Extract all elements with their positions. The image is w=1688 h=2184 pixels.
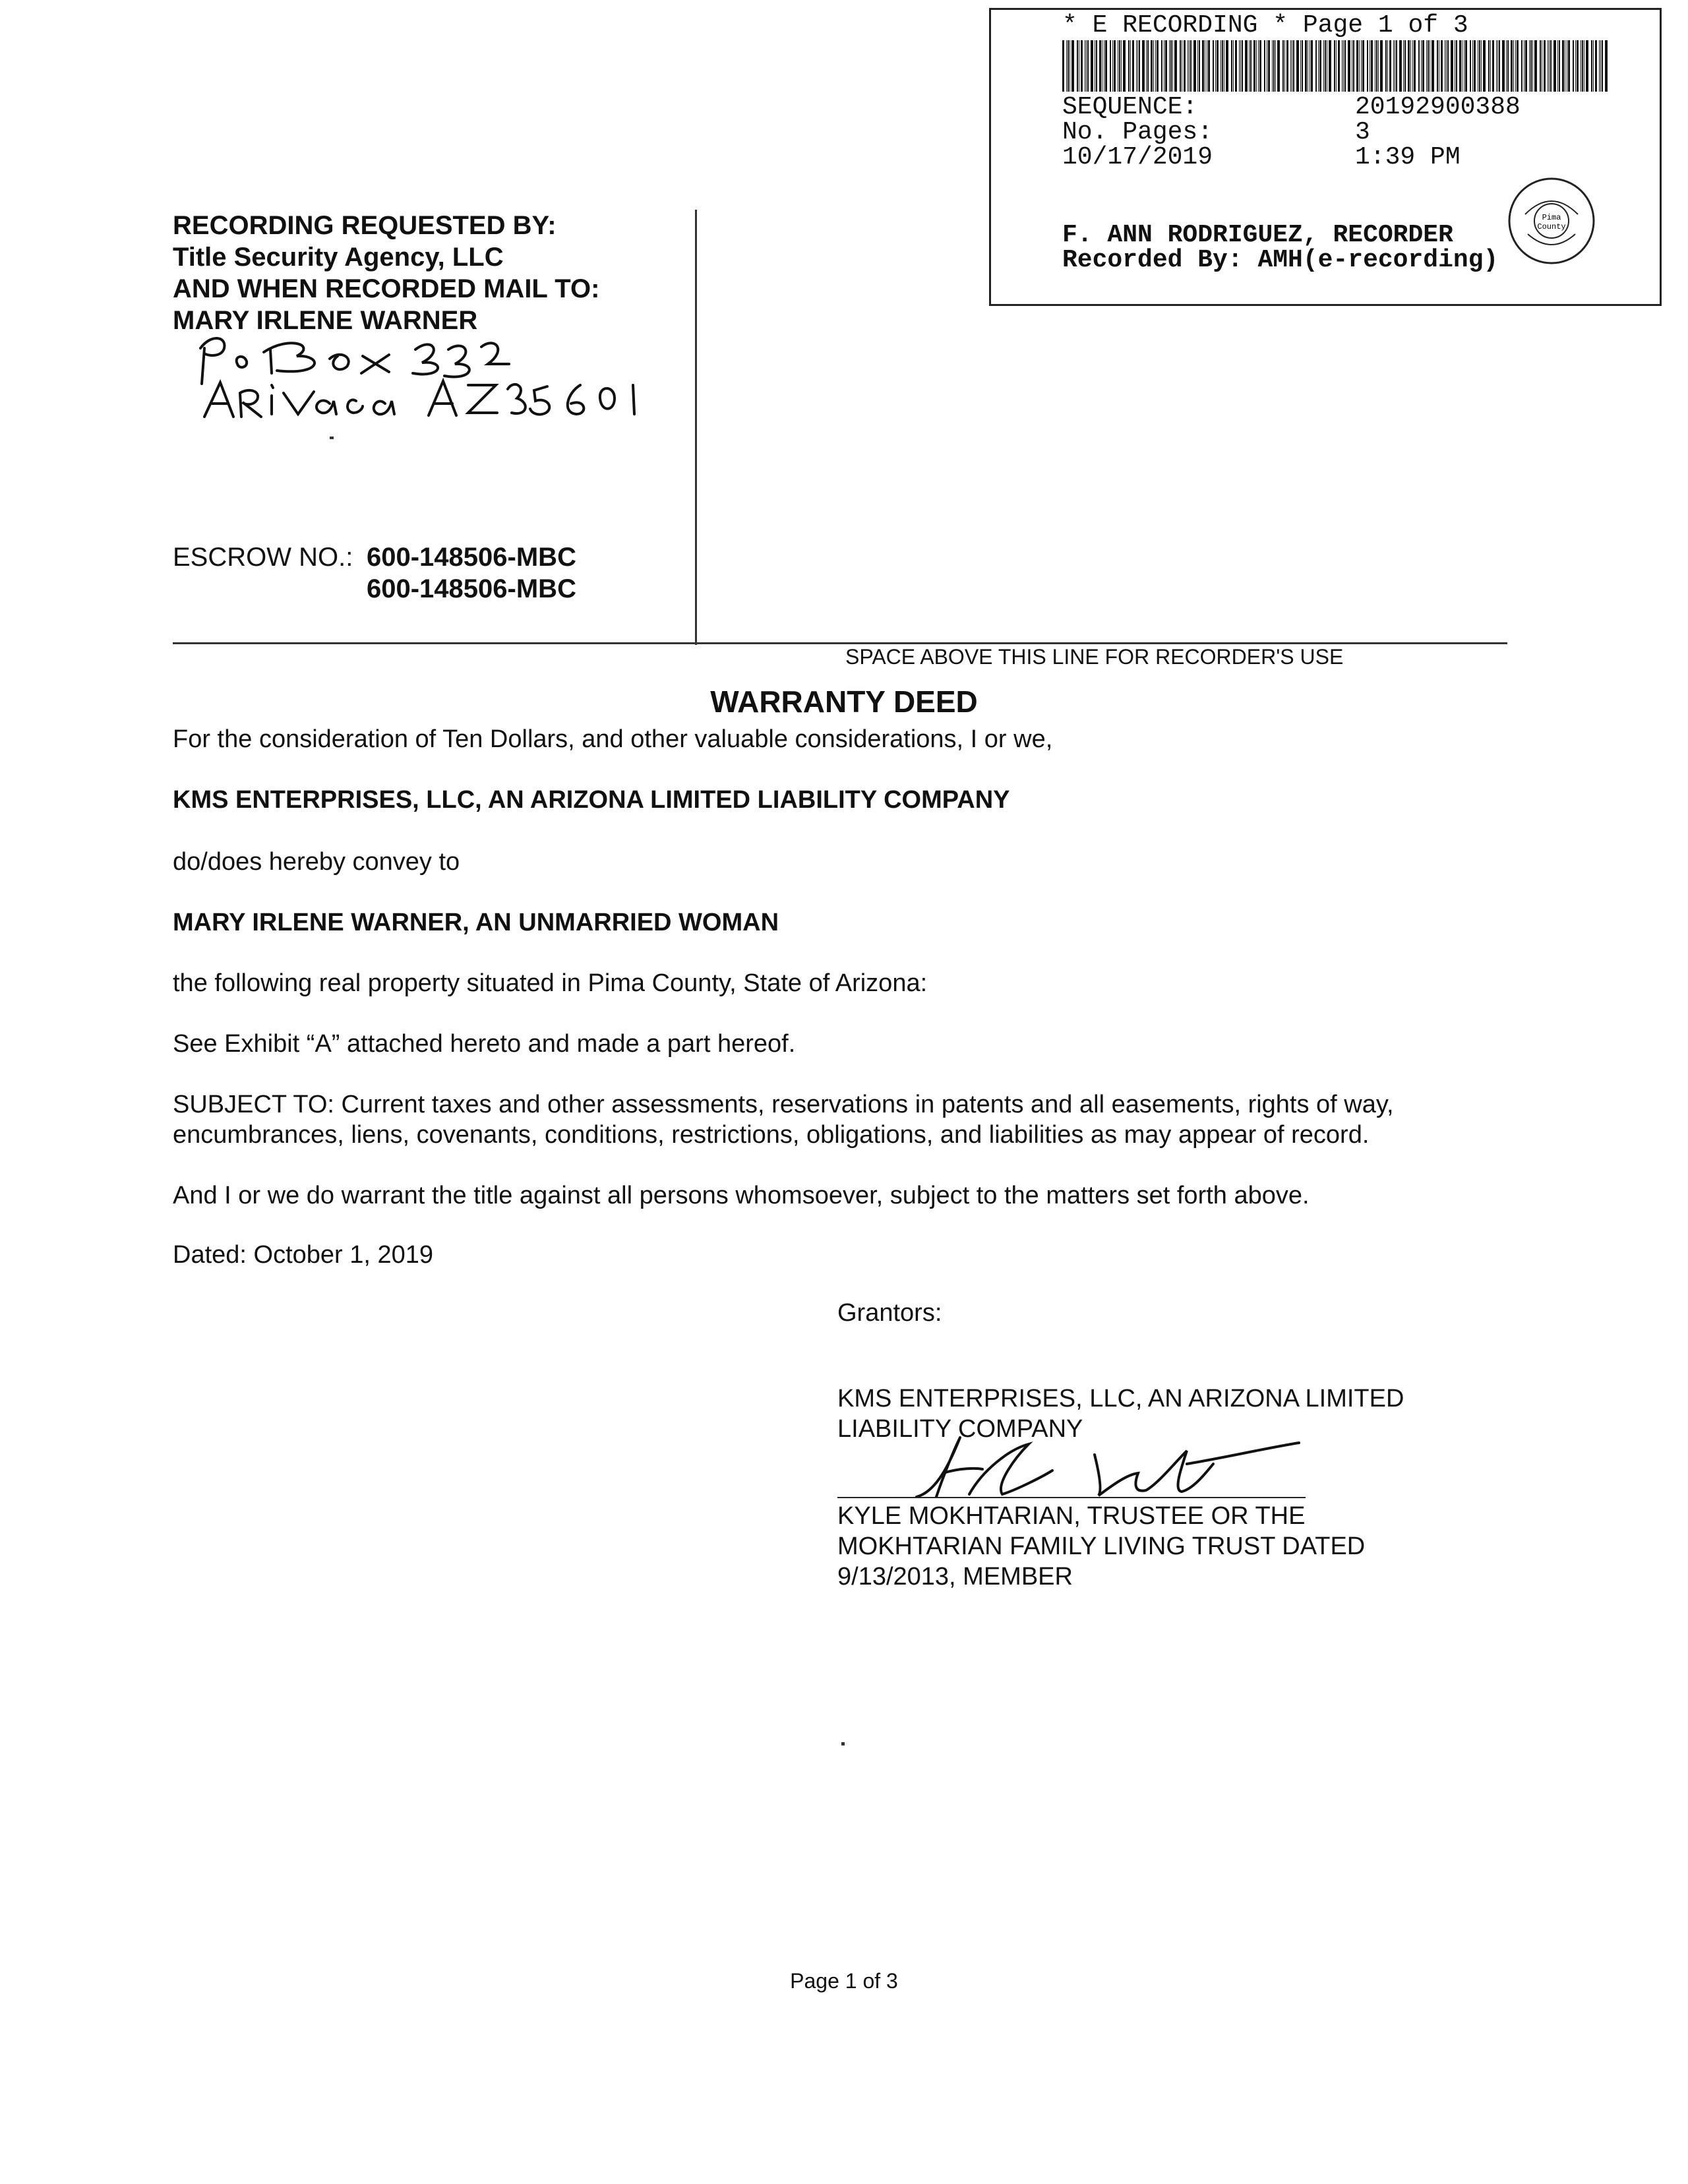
barcode-bar (1139, 40, 1140, 92)
barcode-bar (1387, 40, 1388, 92)
barcode-bar (1264, 40, 1265, 92)
mail-to-label: AND WHEN RECORDED MAIL TO: (173, 274, 600, 303)
barcode-bar (1488, 40, 1490, 92)
barcode-bar (1250, 40, 1251, 92)
barcode-bar (1136, 40, 1137, 92)
recording-stamp (989, 8, 1662, 306)
barcode-bar (1412, 40, 1413, 92)
barcode-bar (1470, 40, 1471, 92)
pages-label: No. Pages: (1062, 118, 1213, 146)
barcode-bar (1408, 40, 1410, 92)
barcode-bar (1426, 40, 1427, 92)
barcode-bar (1259, 40, 1261, 92)
barcode-bar (1318, 40, 1319, 92)
barcode-bar (1249, 40, 1250, 92)
barcode-bar (1437, 40, 1438, 92)
barcode-bar (1367, 40, 1368, 92)
barcode-bar (1502, 40, 1505, 92)
barcode-bar (1132, 40, 1134, 92)
barcode-bar (1151, 40, 1153, 92)
barcode-bar (1465, 40, 1467, 92)
grantee-name: MARY IRLENE WARNER, AN UNMARRIED WOMAN (173, 909, 779, 936)
barcode-bar (1147, 40, 1149, 92)
barcode-bar (1577, 40, 1579, 92)
page-number: Page 1 of 3 (790, 1969, 898, 1993)
barcode-bar (1582, 40, 1583, 92)
barcode-bar (1099, 40, 1101, 92)
barcode-bar (1481, 40, 1482, 92)
barcode-bar (1114, 40, 1116, 92)
signer-line-1: KYLE MOKHTARIAN, TRUSTEE OR THE (837, 1502, 1306, 1530)
barcode-bar (1334, 40, 1335, 92)
barcode-bar (1446, 40, 1447, 92)
recorder-name: F. ANN RODRIGUEZ, RECORDER (1062, 221, 1453, 249)
barcode-bar (1353, 40, 1354, 92)
barcode-bar (1447, 40, 1449, 92)
barcode-bar (1323, 40, 1324, 92)
barcode-bar (1130, 40, 1131, 92)
barcode-bar (1245, 40, 1248, 92)
barcode-bar (1189, 40, 1190, 92)
barcode-bar (1319, 40, 1321, 92)
barcode-bar (1418, 40, 1420, 92)
barcode-bar (1170, 40, 1172, 92)
barcode-bar (1451, 40, 1453, 92)
vertical-divider (695, 210, 697, 645)
record-date: 10/17/2019 (1062, 143, 1213, 171)
barcode-bar (1356, 40, 1358, 92)
barcode-bar (1410, 40, 1411, 92)
barcode-bar (1258, 40, 1259, 92)
barcode-bar (1529, 40, 1530, 92)
barcode-bar (1525, 40, 1527, 92)
record-time: 1:39 PM (1355, 143, 1461, 171)
barcode-bar (1428, 40, 1429, 92)
barcode-bar (1595, 40, 1597, 92)
warrant-text: And I or we do warrant the title against all persons whomsoever, subject to the matters set forth above. (173, 1182, 1310, 1209)
barcode-bar (1511, 40, 1513, 92)
stray-mark (330, 437, 334, 439)
barcode-bar (1193, 40, 1196, 92)
barcode-bar (1396, 40, 1397, 92)
barcode-bar (1459, 40, 1461, 92)
barcode-bar (1371, 40, 1373, 92)
barcode-bar (1336, 40, 1337, 92)
barcode-bar (1456, 40, 1457, 92)
barcode-bar (1378, 40, 1379, 92)
pages-value: 3 (1355, 118, 1370, 146)
barcode-bar (1137, 40, 1138, 92)
convey-text: do/does hereby convey to (173, 848, 460, 876)
barcode-bar (1146, 40, 1147, 92)
barcode-bar (1507, 40, 1509, 92)
barcode-bar (1593, 40, 1594, 92)
barcode-bar (1277, 40, 1280, 92)
recorder-space-note: SPACE ABOVE THIS LINE FOR RECORDER'S USE (845, 645, 1344, 669)
exhibit-text: See Exhibit “A” attached hereto and made a part hereof. (173, 1030, 796, 1058)
barcode-bar (1403, 40, 1404, 92)
barcode-bar (1240, 40, 1241, 92)
barcode-bar (1361, 40, 1362, 92)
barcode-bar (1348, 40, 1350, 92)
barcode-bar (1479, 40, 1480, 92)
barcode-bar (1553, 40, 1556, 92)
barcode-bar (1231, 40, 1232, 92)
barcode-bar (1515, 40, 1516, 92)
property-text: the following real property situated in Pima County, State of Arizona: (173, 969, 928, 997)
barcode-bar (1199, 40, 1200, 92)
barcode-bar (1496, 40, 1497, 92)
escrow-label: ESCROW NO.: (173, 543, 353, 572)
barcode-bar (1290, 40, 1291, 92)
barcode-bar (1202, 40, 1204, 92)
barcode-bar (1385, 40, 1387, 92)
barcode-bar (1602, 40, 1603, 92)
barcode-bar (1532, 40, 1533, 92)
barcode-bar (1213, 40, 1214, 92)
signer-line-3: 9/13/2013, MEMBER (837, 1563, 1073, 1591)
dated-text: Dated: October 1, 2019 (173, 1241, 434, 1269)
subject-to-line-1: SUBJECT TO: Current taxes and other assessments, reservations in patents and all easements, rights of way, (173, 1091, 1394, 1118)
barcode-bar (1393, 40, 1394, 92)
barcode-bar (1497, 40, 1498, 92)
barcode-bar (1414, 40, 1416, 92)
barcode-bar (1128, 40, 1130, 92)
barcode-bar (1544, 40, 1546, 92)
barcode (1062, 40, 1610, 92)
barcode-bar (1121, 40, 1122, 92)
barcode-bar (1062, 40, 1064, 92)
barcode-bar (1253, 40, 1255, 92)
barcode-bar (1286, 40, 1288, 92)
sequence-label: SEQUENCE: (1062, 93, 1198, 121)
barcode-bar (1432, 40, 1434, 92)
barcode-bar (1284, 40, 1285, 92)
barcode-bar (1540, 40, 1541, 92)
barcode-bar (1256, 40, 1257, 92)
barcode-bar (1077, 40, 1078, 92)
barcode-bar (1559, 40, 1560, 92)
barcode-bar (1329, 40, 1331, 92)
escrow-number-1: 600-148506-MBC (367, 543, 576, 572)
barcode-bar (1296, 40, 1299, 92)
barcode-bar (1174, 40, 1177, 92)
barcode-bar (1362, 40, 1364, 92)
barcode-bar (1123, 40, 1126, 92)
barcode-bar (1562, 40, 1564, 92)
barcode-bar (1404, 40, 1406, 92)
barcode-bar (1165, 40, 1167, 92)
barcode-bar (1534, 40, 1537, 92)
barcode-bar (1217, 40, 1219, 92)
barcode-bar (1530, 40, 1532, 92)
barcode-bar (1172, 40, 1173, 92)
barcode-bar (1605, 40, 1608, 92)
barcode-bar (1506, 40, 1507, 92)
barcode-bar (1157, 40, 1159, 92)
barcode-bar (1153, 40, 1154, 92)
barcode-bar (1568, 40, 1570, 92)
barcode-bar (1550, 40, 1552, 92)
barcode-bar (1599, 40, 1600, 92)
barcode-bar (1071, 40, 1074, 92)
requested-by-label: RECORDING REQUESTED BY: (173, 211, 557, 240)
county-seal-icon (1505, 175, 1598, 267)
barcode-bar (1180, 40, 1181, 92)
barcode-bar (1483, 40, 1486, 92)
barcode-bar (1499, 40, 1500, 92)
barcode-bar (1197, 40, 1198, 92)
barcode-bar (1275, 40, 1276, 92)
barcode-bar (1521, 40, 1522, 92)
barcode-bar (1184, 40, 1186, 92)
grantor-company-line-1: KMS ENTERPRISES, LLC, AN ARIZONA LIMITED (837, 1385, 1404, 1412)
consideration-text: For the consideration of Ten Dollars, and other valuable considerations, I or we, (173, 725, 1053, 753)
barcode-bar (1549, 40, 1550, 92)
barcode-bar (1573, 40, 1574, 92)
handwritten-address (198, 330, 673, 422)
barcode-bar (1110, 40, 1111, 92)
barcode-bar (1235, 40, 1237, 92)
barcode-bar (1066, 40, 1067, 92)
barcode-bar (1575, 40, 1576, 92)
barcode-bar (1421, 40, 1422, 92)
barcode-bar (1380, 40, 1383, 92)
stamp-header: * E RECORDING * Page 1 of 3 (1062, 11, 1468, 40)
barcode-bar (1591, 40, 1592, 92)
barcode-bar (1474, 40, 1476, 92)
barcode-bar (1169, 40, 1170, 92)
barcode-bar (1142, 40, 1145, 92)
barcode-bar (1068, 40, 1069, 92)
barcode-bar (1490, 40, 1491, 92)
barcode-bar (1239, 40, 1240, 92)
barcode-bar (1233, 40, 1234, 92)
barcode-bar (1586, 40, 1588, 92)
barcode-bar (1119, 40, 1120, 92)
barcode-bar (1242, 40, 1243, 92)
signer-line-2: MOKHTARIAN FAMILY LIVING TRUST DATED (837, 1532, 1366, 1560)
signature-line (837, 1497, 1306, 1498)
subject-to-line-2: encumbrances, liens, covenants, conditions, restrictions, obligations, and liabilities as may appear of record. (173, 1121, 1370, 1149)
barcode-bar (1282, 40, 1284, 92)
escrow-number-2: 600-148506-MBC (367, 574, 576, 603)
barcode-bar (1105, 40, 1107, 92)
mail-to-name: MARY IRLENE WARNER (173, 306, 478, 335)
barcode-bar (1272, 40, 1273, 92)
svg-text:County: County (1537, 222, 1566, 231)
barcode-bar (1422, 40, 1424, 92)
barcode-bar (1293, 40, 1294, 92)
barcode-bar (1155, 40, 1156, 92)
svg-text:Pima: Pima (1542, 213, 1561, 222)
barcode-bar (1600, 40, 1601, 92)
barcode-bar (1389, 40, 1391, 92)
barcode-bar (1091, 40, 1093, 92)
barcode-bar (1472, 40, 1473, 92)
signature-icon (897, 1431, 1306, 1503)
barcode-bar (1161, 40, 1162, 92)
barcode-bar (1517, 40, 1519, 92)
barcode-bar (1343, 40, 1344, 92)
barcode-bar (1441, 40, 1443, 92)
barcode-bar (1190, 40, 1191, 92)
barcode-bar (1557, 40, 1558, 92)
barcode-bar (1315, 40, 1317, 92)
barcode-bar (1087, 40, 1089, 92)
barcode-bar (1222, 40, 1223, 92)
grantor-company-line-2: LIABILITY COMPANY (837, 1415, 1083, 1443)
barcode-bar (1112, 40, 1113, 92)
barcode-bar (1215, 40, 1216, 92)
barcode-bar (1302, 40, 1303, 92)
sequence-value: 20192900388 (1355, 93, 1521, 121)
barcode-bar (1399, 40, 1402, 92)
barcode-bar (1300, 40, 1301, 92)
barcode-bar (1268, 40, 1270, 92)
barcode-bar (1273, 40, 1275, 92)
stray-mark (841, 1742, 845, 1745)
document-title: WARRANTY DEED (710, 684, 978, 719)
barcode-bar (1376, 40, 1377, 92)
barcode-bar (1492, 40, 1494, 92)
barcode-bar (1096, 40, 1097, 92)
recorded-by: Recorded By: AMH(e-recording) (1062, 246, 1499, 274)
barcode-bar (1325, 40, 1326, 92)
barcode-bar (1338, 40, 1340, 92)
barcode-bar (1311, 40, 1313, 92)
barcode-bar (1344, 40, 1346, 92)
barcode-bar (1081, 40, 1083, 92)
barcode-bar (1305, 40, 1307, 92)
requested-by: Title Security Agency, LLC (173, 243, 504, 272)
grantors-label: Grantors: (837, 1299, 942, 1327)
barcode-bar (1208, 40, 1210, 92)
barcode-bar (1086, 40, 1087, 92)
recording-request-block (173, 210, 599, 336)
barcode-bar (1513, 40, 1514, 92)
barcode-bar (1226, 40, 1228, 92)
grantor-name: KMS ENTERPRISES, LLC, AN ARIZONA LIMITED LIABILITY COMPANY (173, 786, 1010, 814)
barcode-bar (1359, 40, 1360, 92)
